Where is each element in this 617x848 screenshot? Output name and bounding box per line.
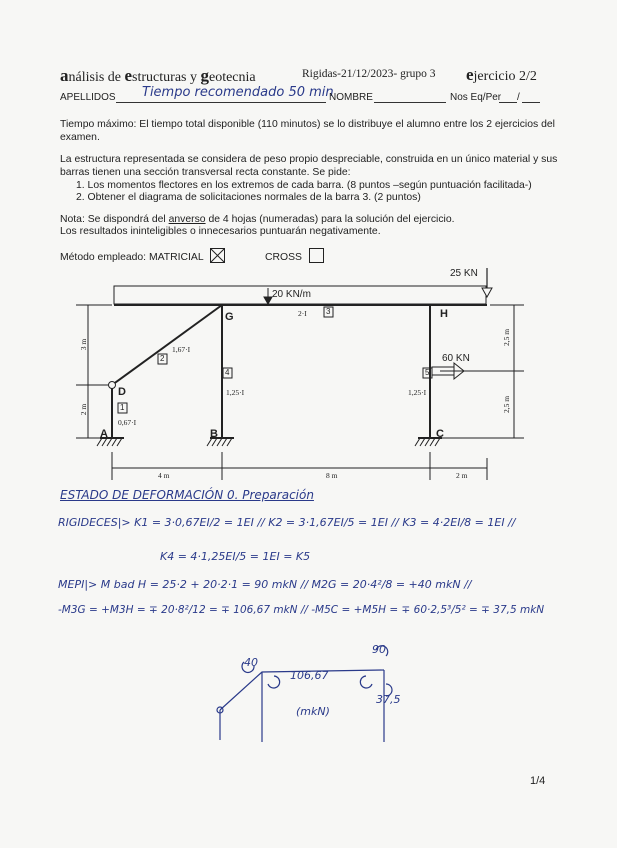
node-c: C — [436, 428, 444, 440]
course-title: análisis de estructuras y geotecnia — [60, 66, 256, 85]
eq-separator: / — [517, 92, 520, 103]
dim-8m: 8 m — [326, 471, 338, 480]
dim-2m-h: 2 m — [456, 471, 468, 480]
load-25kn: 25 KN — [450, 268, 478, 279]
node-a: A — [100, 428, 108, 440]
exercise-number: ejercicio 2/2 — [466, 65, 537, 84]
bar-number-4: 4 — [225, 368, 230, 377]
dim-2-5m-bottom: 2,5 m — [502, 395, 512, 414]
time-paragraph: Tiempo máximo: El tiempo total disponible (110 minutos) se lo distribuye el alumno entre los 2 ejercicios del examen. — [60, 119, 555, 143]
dim-4m: 4 m — [158, 471, 170, 480]
eq-label: Nos Eq/Per — [450, 92, 502, 103]
question-1: 1. Los momentos flectores en los extremos de cada barra. (8 puntos –según puntuación facilitada-) — [76, 180, 532, 191]
bar-4-inertia: 1,25·I — [226, 388, 245, 397]
dim-2-5m-top: 2,5 m — [502, 328, 512, 347]
statement-paragraph: La estructura representada se considera de peso propio despreciable, construida en un único material y sus barras tienen una sección transversal recta constante. Se pide: — [60, 154, 558, 178]
bar-1-inertia: 0,67·I — [118, 418, 137, 427]
page-number: 1/4 — [530, 775, 546, 787]
hand-mepi-1: MEPI|> M bad H = 25·2 + 20·2·1 = 90 mkN // M2G = 20·4²/8 = +40 mkN // — [58, 578, 472, 591]
bar-number-5: 5 — [425, 368, 430, 377]
load-20kn-m: 20 KN/m — [272, 289, 311, 300]
exam-subject: Rigidas-21/12/2023- grupo 3 — [302, 68, 436, 80]
sketch-units: (mkN) — [296, 705, 330, 718]
load-60kn: 60 KN — [442, 353, 470, 364]
apellidos-value: Tiempo recomendado 50 min — [142, 85, 334, 100]
bar-number-3: 3 — [326, 307, 331, 316]
apellidos-label: APELLIDOS — [60, 92, 116, 103]
dim-3m: 3 m — [79, 338, 89, 351]
note-line-1: Nota: Se dispondrá del anverso de 4 hojas (numeradas) para la solución del ejercicio. — [60, 214, 455, 225]
bar-number-2: 2 — [160, 354, 165, 363]
hand-stiffness-1: RIGIDECES|> K1 = 3·0,67EI/2 = 1EI // K2 = 3·1,67EI/5 = 1EI // K3 = 4·2EI/8 = 1EI // — [58, 516, 516, 529]
bar-2-inertia: 1,67·I — [172, 345, 191, 354]
hand-heading: ESTADO DE DEFORMACIÓN 0. Preparación — [60, 488, 314, 502]
question-2: 2. Obtener el diagrama de solicitaciones normales de la barra 3. (2 puntos) — [76, 192, 421, 203]
bar-5-inertia: 1,25·I — [408, 388, 427, 397]
sketch-40: 40 — [244, 656, 258, 669]
sketch-106: 106,67 — [290, 669, 329, 682]
node-d: D — [118, 386, 126, 398]
bar-3-inertia: 2·I — [298, 309, 307, 318]
node-h: H — [440, 308, 448, 320]
method-matricial: Método empleado: MATRICIAL — [60, 248, 225, 263]
hand-mepi-2: -M3G = +M3H = ∓ 20·8²/12 = ∓ 106,67 mkN // -M5C = +M5H = ∓ 60·2,5³/5² = ∓ 37,5 mkN — [58, 604, 545, 616]
sketch-37-5: 37,5 — [376, 693, 401, 706]
dim-2m-v: 2 m — [79, 403, 89, 416]
note-line-2: Los resultados ininteligibles o innecesarios puntuarán negativamente. — [60, 226, 381, 237]
sketch-90: 90 — [372, 643, 386, 656]
hand-stiffness-2: K4 = 4·1,25EI/5 = 1EI = K5 — [160, 550, 311, 563]
nombre-label: NOMBRE — [329, 92, 373, 103]
node-b: B — [210, 428, 218, 440]
bar-number-1: 1 — [120, 403, 125, 412]
node-g: G — [225, 311, 234, 323]
method-cross: CROSS — [265, 248, 324, 263]
